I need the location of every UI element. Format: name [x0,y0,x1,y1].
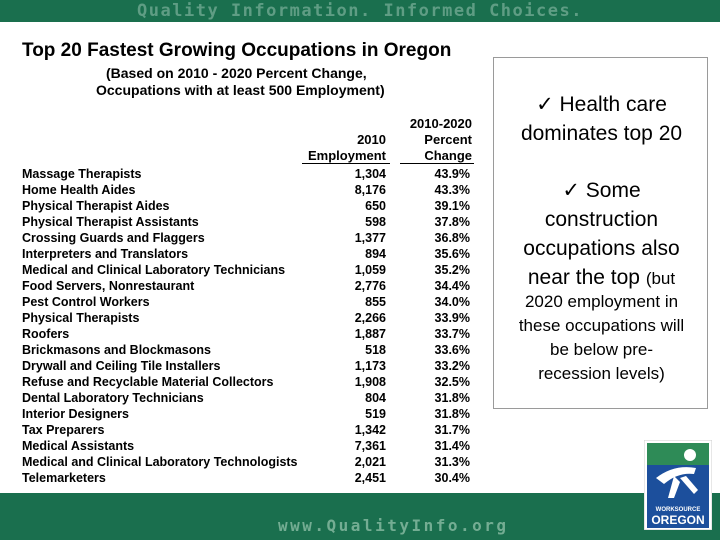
callout-construction-line-4 [494,263,709,293]
employment-2010: 1,377 [354,231,386,245]
employment-2010: 1,908 [354,375,386,389]
logo-line-1: WORKSOURCE [655,507,701,513]
occupation-name: Telemarketers [22,471,106,485]
employment-header-label: Employment [307,148,386,163]
percent-change: 31.8% [434,407,470,421]
callout-construction-line-4b: (but [645,269,676,288]
percent-change-column-header [404,116,472,164]
employment-2010: 650 [365,199,386,213]
subtitle-line-2: Occupations with at least 500 Employment) [96,82,385,98]
tagline: Quality Information. Informed Choices. [137,1,583,21]
callout-construction-line-3: occupations also [523,237,680,260]
percent-change: 31.8% [434,391,470,405]
percent-change: 32.5% [434,375,470,389]
percent-change: 43.3% [434,183,470,197]
occupation-name: Roofers [22,327,70,341]
percent-header-years: 2010-2020 [409,116,472,131]
callout-construction [494,176,709,293]
callout-health-line-1: ✓ Health care [536,93,667,116]
occupation-name: Physical Therapists [22,311,140,325]
employment-2010: 1,173 [354,359,386,373]
worksource-logo-icon [644,440,712,530]
header-underline-percent [400,163,474,164]
percent-change: 31.3% [434,455,470,469]
callout-detail-line-3: be below pre- [549,340,653,359]
occupation-name: Tax Preparers [22,423,105,437]
page-subtitle [96,65,385,99]
occupation-name: Medical and Clinical Laboratory Technicians [22,263,286,277]
percent-change: 39.1% [434,199,470,213]
occupation-name: Dental Laboratory Technicians [22,391,204,405]
employment-2010: 2,021 [354,455,386,469]
bottom-banner [0,511,720,540]
employment-2010: 1,059 [354,263,386,277]
percent-change: 43.9% [434,167,470,181]
employment-2010: 804 [365,391,386,405]
callout-construction-line-4a: near the top [527,266,640,289]
percent-change: 30.4% [434,471,470,485]
occupation-name: Massage Therapists [22,167,142,181]
callout-construction-line-2: construction [544,208,659,231]
employment-2010: 519 [365,407,386,421]
percent-change: 33.9% [434,311,470,325]
employment-2010: 1,304 [354,167,386,181]
subtitle-line-1: (Based on 2010 - 2020 Percent Change, [106,65,367,81]
employment-2010: 2,266 [354,311,386,325]
percent-change: 31.7% [434,423,470,437]
occupation-name: Food Servers, Nonrestaurant [22,279,195,293]
occupation-name: Crossing Guards and Flaggers [22,231,205,245]
percent-change: 33.7% [434,327,470,341]
employment-2010: 7,361 [354,439,386,453]
callout-detail-line-2: these occupations will [518,316,685,335]
employment-header-year: 2010 [357,132,386,147]
percent-change: 35.2% [434,263,470,277]
occupation-name: Interior Designers [22,407,129,421]
employment-2010: 2,451 [354,471,386,485]
occupation-name: Refuse and Recyclable Material Collectors [22,375,274,389]
percent-change: 37.8% [434,215,470,229]
callout-construction-line-1: ✓ Some [562,179,641,202]
occupation-name: Home Health Aides [22,183,136,197]
page-title: Top 20 Fastest Growing Occupations in Oregon [22,40,452,61]
logo-line-2: OREGON [651,513,705,527]
employment-2010: 1,342 [354,423,386,437]
header-underline-employment [302,163,390,164]
employment-2010: 8,176 [354,183,386,197]
employment-2010: 1,887 [354,327,386,341]
occupation-name: Drywall and Ceiling Tile Installers [22,359,221,373]
footer-stripe [0,493,720,511]
callout-health-line-2: dominates top 20 [520,122,683,145]
percent-change: 33.2% [434,359,470,373]
percent-header-label: Percent [424,132,472,147]
occupation-name: Physical Therapist Aides [22,199,170,213]
occupation-name: Physical Therapist Assistants [22,215,199,229]
callout-detail-line-4: recession levels) [538,364,665,383]
callout-detail-line-1: 2020 employment in [524,292,679,311]
percent-change: 34.4% [434,279,470,293]
callout-health-care [494,90,709,148]
occupation-name: Brickmasons and Blockmasons [22,343,211,357]
footer-url: www.QualityInfo.org [278,516,509,535]
callout-box [493,57,708,409]
percent-change: 34.0% [434,295,470,309]
percent-change: 31.4% [434,439,470,453]
occupation-name: Interpreters and Translators [22,247,189,261]
occupation-name: Medical and Clinical Laboratory Technologists [22,455,298,469]
occupation-name: Pest Control Workers [22,295,150,309]
employment-2010: 598 [365,215,386,229]
percent-change: 36.8% [434,231,470,245]
employment-2010: 2,776 [354,279,386,293]
top-banner [0,0,720,22]
employment-2010: 855 [365,295,386,309]
callout-construction-detail [494,290,709,386]
employment-2010: 518 [365,343,386,357]
percent-change: 35.6% [434,247,470,261]
worksource-oregon-logo [644,440,712,530]
employment-column-header [296,132,386,164]
percent-change: 33.6% [434,343,470,357]
percent-header-change: Change [424,148,472,163]
employment-2010: 894 [365,247,386,261]
occupation-name: Medical Assistants [22,439,135,453]
